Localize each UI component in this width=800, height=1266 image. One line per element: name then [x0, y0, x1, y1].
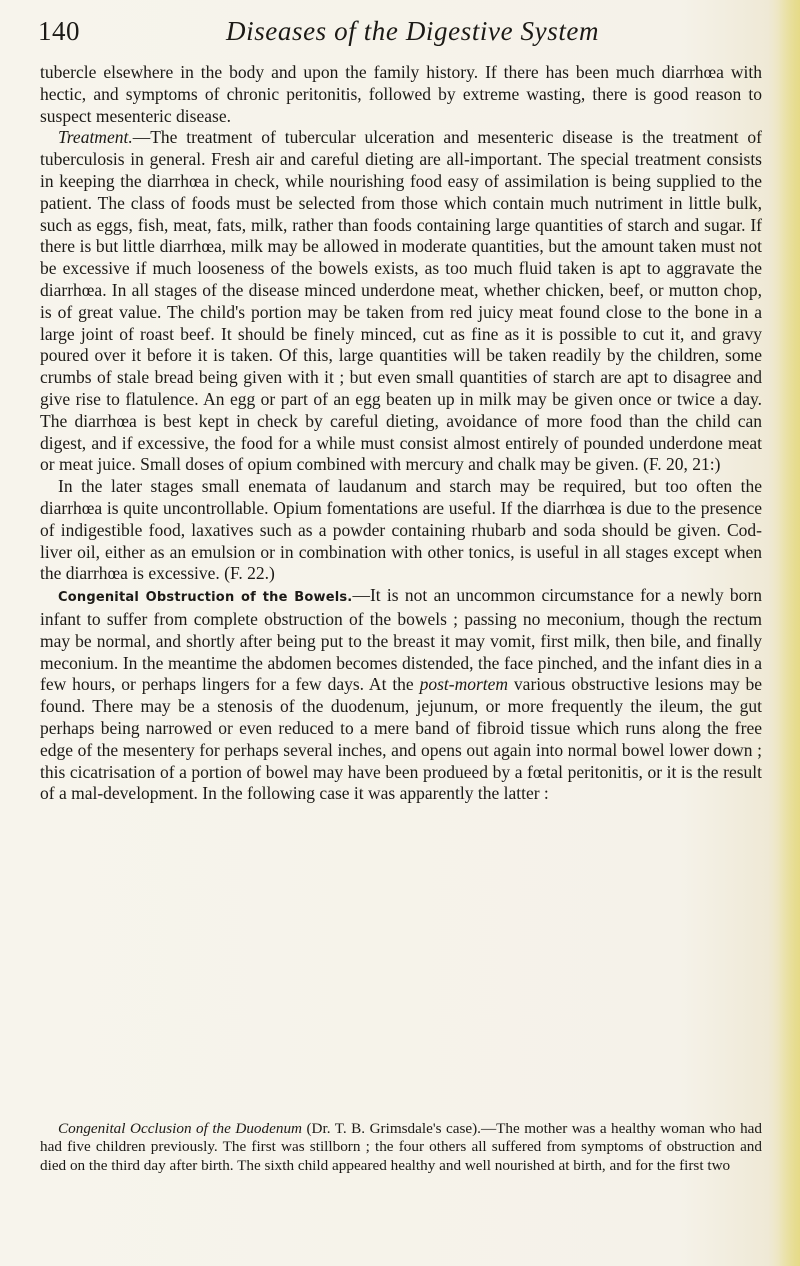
- paragraph-later-stages: In the later stages small enemata of laudanum and starch may be required, but too often the diarrhœa is quite uncontrollable. Opium fomentations are useful. If the diarrhœa is due to the presence of indigestible food, laxatives such as a powder containing rhubarb and soda should be given. Cod-liver oil, either as an emulsion or in combination with other tonics, is useful in all stages except when the diarrhœa is excessive. (F. 22.): [40, 476, 762, 584]
- paragraph-congenital-obstruction: [40, 585, 762, 805]
- section-heading: Congenital Obstruction of the Bowels.: [58, 590, 353, 606]
- case-report: [40, 1120, 762, 1175]
- running-head: Diseases of the Digestive System: [226, 16, 600, 46]
- obstruction-text-a: —It is not an uncommon circumstance for a newly born infant to suffer from complete obstruction of the bowels ; passing no meconium, though the rectum may be normal, and shortly after being put to the breast it may vomit, first milk, then bile, and finally meconium. In the meantime the abdomen becomes distended, the face pinched, and the infant dies in a few hours, or perhaps lingers for a few days. At the: [40, 585, 762, 695]
- case-title: Congenital Occlusion of the Duodenum: [58, 1120, 303, 1137]
- case-paragraph: [40, 1120, 762, 1175]
- paragraph-treatment: [40, 127, 762, 476]
- obstruction-text-b: various obstructive lesions may be found. There may be a stenosis of the duodenum, jejunum, or more frequently the ileum, the gut perhaps being narrowed or even reduced to a mere band of fibroid tissue which runs along the free edge of the mesentery for perhaps several inches, and opens out again into normal bowel lower down ; this cicatrisation of a portion of bowel may have been produeed by a fœtal peritonitis, or it is the result of a mal-development. In the following case it was apparently the latter :: [40, 674, 762, 804]
- page-number: 140: [38, 16, 80, 46]
- case-body: (Dr. T. B. Grimsdale's case).—The mother was a healthy woman who had had five children previously. The first was stillborn ; the four others all suffered from symptoms of obstruction and died on the third day after birth. The sixth child appeared healthy and well nourished at birth, and for the first two: [40, 1120, 762, 1174]
- body-text: [40, 62, 762, 805]
- treatment-text: —The treatment of tubercular ulceration and mesenteric disease is the treatment of tuberculosis in general. Fresh air and careful dieting are all-important. The special treatment consists in keeping the diarrhœa in check, while nourishing food easy of assimilation is being supplied to the patient. The class of foods must be selected from those which contain much nutriment in little bulk, such as eggs, fish, meat, fats, milk, rather than foods containing large quantities of starch and sugar. If there is but little diarrhœa, milk may be allowed in moderate quantities, but the amount taken must not be excessive if much looseness of the bowels exists, as too much fluid taken is apt to aggravate the diarrhœa. In all stages of the disease minced underdone meat, whether chicken, beef, or mutton chop, is of great value. The child's portion may be taken from red juicy meat found close to the bone in a large joint of roast beef. It should be finely minced, cut as fine as it is possible to cut it, and gravy poured over it before it is taken. Of this, large quantities will be taken readily by the children, some crumbs of stale bread being given with it ; but even small quantities of starch are apt to disagree and give rise to flatulence. An egg or part of an egg beaten up in milk may be given once or twice a day. The diarrhœa is best kept in check by careful dieting, avoidance of more food than the child can digest, and if excessive, the food for a while must consist almost entirely of pounded underdone meat or meat juice. Small doses of opium combined with mercury and chalk may be given. (F. 20, 21:): [40, 127, 762, 475]
- post-mortem-italic: post-mortem: [419, 674, 509, 695]
- page-edge-stain: [778, 0, 800, 1266]
- page-header: [38, 14, 758, 54]
- treatment-heading: Treatment.: [58, 127, 133, 148]
- paragraph-1: tubercle elsewhere in the body and upon the family history. If there has been much diarrhœa with hectic, and symptoms of chronic peritonitis, followed by extreme wasting, there is good reason to suspect mesenteric disease.: [40, 62, 762, 126]
